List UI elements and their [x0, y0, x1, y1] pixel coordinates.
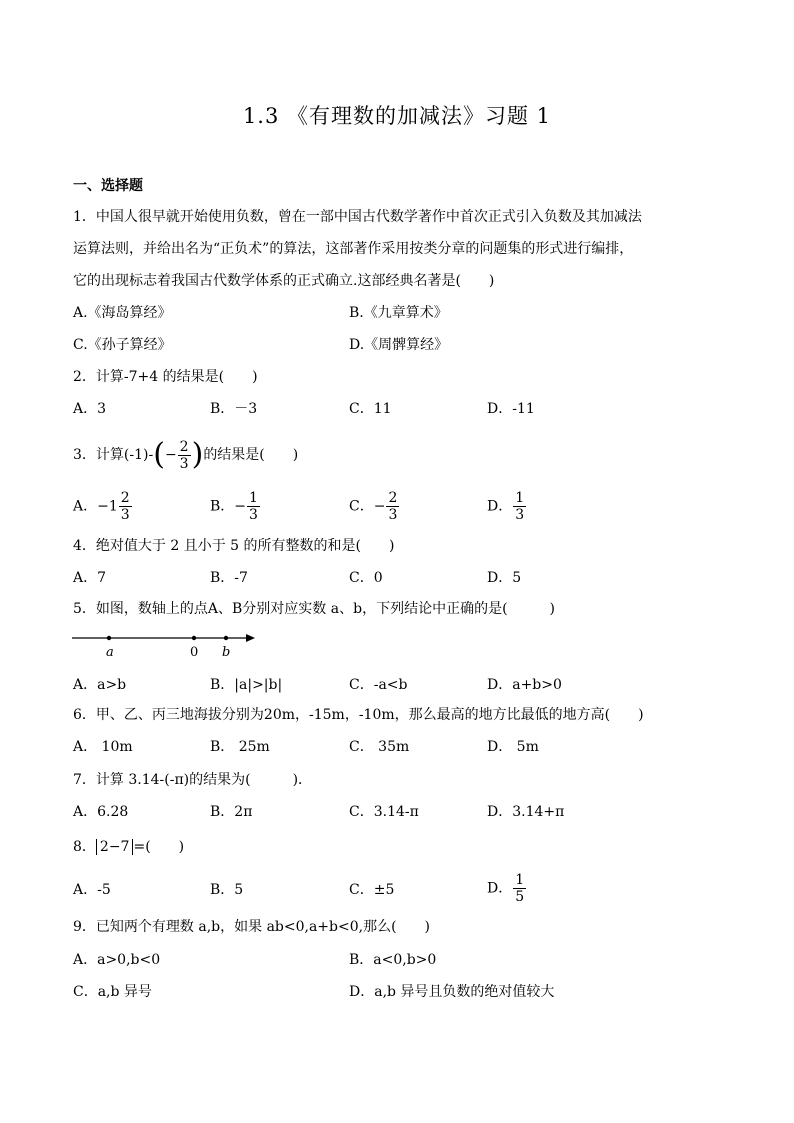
- q3-c-fraction: $\frac{2}{3}$: [388, 490, 398, 523]
- page-title: 1.3 《有理数的加减法》习题 1: [242, 104, 552, 128]
- q8-option-c: C．±5: [349, 882, 395, 898]
- q2-option-d: D．-11: [487, 401, 535, 417]
- q6-text: 6．甲、乙、丙三地海拔分别为20m，-15m，-10m，那么最高的地方比最低的地方高( ): [73, 707, 644, 723]
- q5-option-a: A．a>b: [73, 677, 127, 693]
- point-b-dot: [224, 636, 228, 640]
- q3-paren-open: (: [153, 437, 165, 472]
- q9-option-b: B．a<0,b>0: [349, 952, 437, 968]
- q3-option-a: A．−1 $\frac{2}{3}$: [73, 490, 130, 523]
- q2-text: 2．计算-7+4 的结果是( ): [73, 369, 258, 385]
- q4-option-d: D．5: [487, 570, 522, 586]
- q2-option-c: C．11: [349, 401, 392, 417]
- q6-option-c: C． 35m: [349, 739, 410, 755]
- point-b-label: b: [222, 645, 231, 660]
- q7-text: 7．计算 3.14-(-π)的结果为( )．: [73, 772, 313, 788]
- q6-option-b: B． 25m: [210, 739, 270, 755]
- q1-option-b: B.《九章算术》: [349, 305, 448, 321]
- q2-option-b: B．－3: [210, 401, 258, 417]
- q8-d-fraction: $\frac{1}{5}$: [515, 872, 525, 905]
- q6-option-a: A． 10m: [73, 739, 133, 755]
- q7-option-c: C．3.14-π: [349, 804, 419, 820]
- q7-option-a: A．6.28: [73, 804, 129, 820]
- q4-option-c: C．0: [349, 570, 383, 586]
- point-a-dot: [107, 636, 111, 640]
- q5-option-b: B．|a|>|b|: [210, 677, 283, 693]
- q3-expr-start: (-1)-: [123, 447, 154, 463]
- q7-option-d: D．3.14+π: [487, 804, 565, 820]
- q2-option-a: A．3: [73, 401, 107, 417]
- section-heading: 一、选择题: [73, 178, 143, 194]
- point-zero-dot: [192, 636, 196, 640]
- q4-text: 4．绝对值大于 2 且小于 5 的所有整数的和是( ): [73, 538, 395, 554]
- q9-option-c: C．a,b 异号: [73, 984, 152, 1000]
- q1-option-a: A.《海岛算经》: [73, 305, 172, 321]
- q3-prefix: 3．计算: [73, 447, 124, 463]
- q1-option-d: D.《周髀算经》: [349, 337, 449, 353]
- q3-d-fraction: $\frac{1}{3}$: [515, 490, 525, 523]
- q3-a-fraction: $\frac{2}{3}$: [120, 490, 130, 523]
- q3-option-b: B．− $\frac{1}{3}$: [210, 490, 258, 523]
- point-a-label: a: [106, 645, 114, 660]
- q3-inner-sign: −: [164, 447, 177, 463]
- q4-option-b: B．-7: [210, 570, 248, 586]
- q4-option-a: A．7: [73, 570, 107, 586]
- q9-text: 9．已知两个有理数 a,b，如果 ab<0,a+b<0,那么( ): [73, 919, 431, 935]
- q8-option-b: B．5: [210, 882, 244, 898]
- q3-b-fraction: $\frac{1}{3}$: [249, 490, 258, 523]
- q1-option-c: C.《孙子算经》: [73, 337, 172, 353]
- q3-option-d: D． $\frac{1}{3}$: [487, 490, 525, 523]
- q5-option-c: C．-a<b: [349, 677, 408, 693]
- q8-option-d: D． $\frac{1}{5}$: [487, 872, 525, 905]
- number-line-figure: [72, 628, 262, 664]
- q3-text: [73, 437, 298, 473]
- q3-paren-close: ): [191, 437, 204, 472]
- q5-text: 5．如图，数轴上的点A、B分别对应实数 a、b，下列结论中正确的是( ): [73, 601, 555, 617]
- q3-inner-fraction: $\frac{2}{3}$: [179, 438, 189, 472]
- q5-option-d: D．a+b>0: [487, 677, 562, 693]
- q8-text: 8． 2−7 =( ): [73, 839, 185, 855]
- number-line-arrow: [246, 634, 255, 642]
- q8-option-a: A．-5: [73, 882, 111, 898]
- q3-option-c: C．− $\frac{2}{3}$: [349, 490, 398, 523]
- q9-option-d: D．a,b 异号且负数的绝对值较大: [349, 984, 555, 1000]
- q7-option-b: B．2π: [210, 804, 253, 820]
- point-zero-label: 0: [190, 645, 199, 660]
- q1-line-3: 它的出现标志着我国古代数学体系的正式确立.这部经典名著是( ): [73, 273, 495, 289]
- q3-suffix: 的结果是( ): [203, 447, 299, 463]
- q1-line-1: 1．中国人很早就开始使用负数，曾在一部中国古代数学著作中首次正式引入负数及其加减法: [73, 209, 642, 225]
- q8-absolute-value: 2−7: [96, 839, 134, 855]
- q9-option-a: A．a>0,b<0: [73, 952, 161, 968]
- q1-line-2: 运算法则，并给出名为“正负术”的算法，这部著作采用按类分章的问题集的形式进行编排，: [73, 241, 634, 257]
- q6-option-d: D． 5m: [487, 739, 539, 755]
